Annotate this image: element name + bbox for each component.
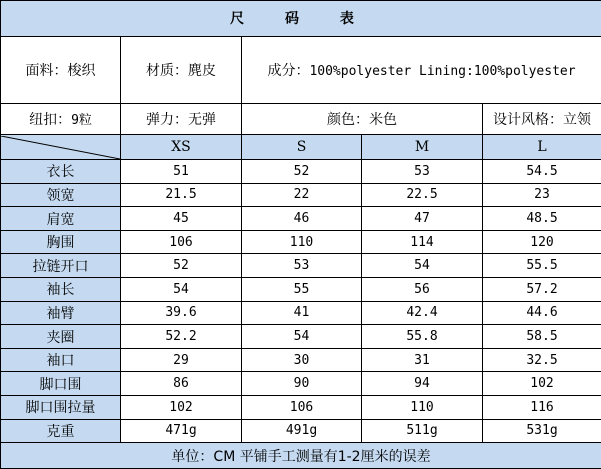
table-cell: 511g [362, 419, 483, 443]
table-cell: 86 [121, 372, 242, 396]
composition-value: 100%polyester Lining:100%polyester [309, 63, 576, 79]
table-cell: 94 [362, 372, 483, 396]
table-cell: 31 [362, 348, 483, 372]
table-cell: 90 [242, 372, 362, 396]
table-row [1, 348, 601, 372]
row-label: 脚口围 [1, 372, 121, 396]
row-label: 袖臂 [1, 301, 121, 325]
footer-row [1, 443, 601, 469]
fabric-cell: 面料：梭织 [1, 36, 121, 103]
info-row-1 [1, 36, 601, 103]
composition-label: 成分： [267, 62, 310, 79]
table-cell: 471g [121, 419, 242, 443]
table-row [1, 254, 601, 278]
table-cell: 54.5 [483, 160, 601, 184]
table-cell: 47 [362, 207, 483, 231]
size-header-m: M [362, 135, 483, 160]
table-cell: 56 [362, 278, 483, 302]
table-cell: 32.5 [483, 348, 601, 372]
table-cell: 42.4 [362, 301, 483, 325]
table-cell: 110 [242, 230, 362, 254]
table-cell: 110 [362, 396, 483, 420]
composition-cell [242, 36, 601, 103]
table-row [1, 419, 601, 443]
table-cell: 54 [121, 278, 242, 302]
row-label: 衣长 [1, 160, 121, 184]
size-header-l: L [483, 135, 601, 160]
table-cell: 48.5 [483, 207, 601, 231]
table-row [1, 301, 601, 325]
measurement-rows [1, 160, 601, 443]
buttons-value: 9粒 [71, 113, 92, 129]
buttons-label: 纽扣： [29, 112, 72, 129]
table-cell: 54 [362, 254, 483, 278]
table-cell: 45 [121, 207, 242, 231]
table-cell: 102 [483, 372, 601, 396]
table-cell: 52 [242, 160, 362, 184]
title-row [1, 1, 601, 37]
table-cell: 21.5 [121, 183, 242, 207]
page-title: 尺 码 表 [1, 1, 601, 37]
table-row [1, 183, 601, 207]
size-header-row [1, 135, 601, 160]
row-label: 肩宽 [1, 207, 121, 231]
table-row [1, 372, 601, 396]
table-cell: 55.5 [483, 254, 601, 278]
row-label: 袖长 [1, 278, 121, 302]
table-row [1, 278, 601, 302]
style-cell: 设计风格：立领 [483, 103, 601, 135]
table-cell: 23 [483, 183, 601, 207]
table-cell: 22 [242, 183, 362, 207]
table-cell: 102 [121, 396, 242, 420]
table-cell: 52.2 [121, 325, 242, 349]
table-cell: 39.6 [121, 301, 242, 325]
table-cell: 55.8 [362, 325, 483, 349]
row-label: 胸围 [1, 230, 121, 254]
table-cell: 491g [242, 419, 362, 443]
color-cell: 颜色：米色 [242, 103, 483, 135]
table-cell: 29 [121, 348, 242, 372]
table-cell: 531g [483, 419, 601, 443]
table-cell: 58.5 [483, 325, 601, 349]
size-header-s: S [242, 135, 362, 160]
table-cell: 106 [242, 396, 362, 420]
table-cell: 114 [362, 230, 483, 254]
table-row [1, 230, 601, 254]
buttons-cell [1, 103, 121, 135]
row-label: 拉链开口 [1, 254, 121, 278]
table-row [1, 160, 601, 184]
table-row [1, 325, 601, 349]
row-label: 克重 [1, 419, 121, 443]
table-cell: 44.6 [483, 301, 601, 325]
table-cell: 53 [242, 254, 362, 278]
row-label: 脚口围拉量 [1, 396, 121, 420]
table-cell: 51 [121, 160, 242, 184]
table-row [1, 396, 601, 420]
row-label: 夹圈 [1, 325, 121, 349]
table-cell: 57.2 [483, 278, 601, 302]
footer-note: 单位：CM 平铺手工测量有1-2厘米的误差 [1, 443, 601, 469]
table-row [1, 207, 601, 231]
size-header-xs: XS [121, 135, 242, 160]
elasticity-cell: 弹力：无弹 [121, 103, 242, 135]
table-cell: 106 [121, 230, 242, 254]
table-cell: 22.5 [362, 183, 483, 207]
diagonal-line [1, 136, 120, 159]
table-cell: 120 [483, 230, 601, 254]
table-cell: 46 [242, 207, 362, 231]
table-cell: 53 [362, 160, 483, 184]
material-cell: 材质：麂皮 [121, 36, 242, 103]
table-cell: 52 [121, 254, 242, 278]
table-cell: 54 [242, 325, 362, 349]
table-cell: 30 [242, 348, 362, 372]
table-cell: 41 [242, 301, 362, 325]
row-label: 领宽 [1, 183, 121, 207]
table-cell: 55 [242, 278, 362, 302]
info-row-2 [1, 103, 601, 135]
row-label: 袖口 [1, 348, 121, 372]
table-cell: 116 [483, 396, 601, 420]
diagonal-header-cell [1, 135, 121, 160]
